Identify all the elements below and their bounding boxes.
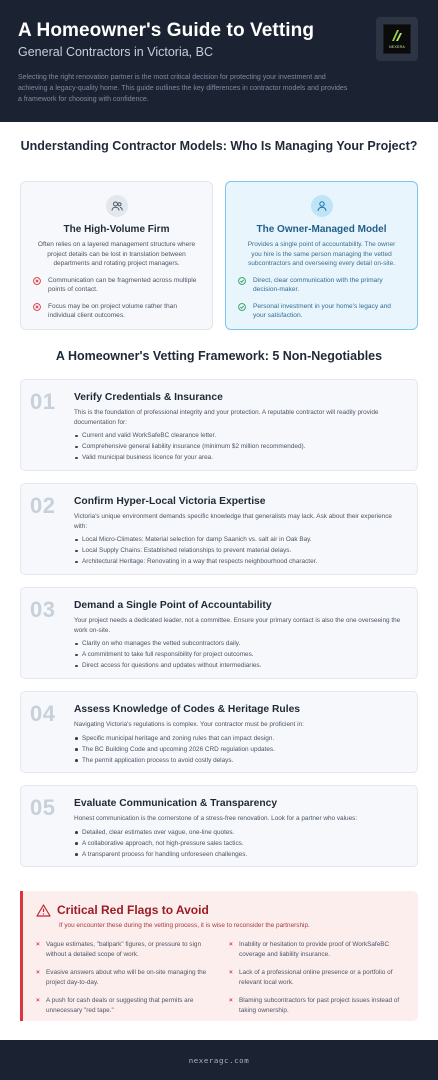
x-mark-icon: × [229,997,233,1004]
owner-managed-model-description: Provides a single point of accountability. The owner you hire is the same person managing the vetted subcontractors and overseeing every detail on-site. [247,241,396,267]
company-logo[interactable] [376,17,418,61]
red-flags-title: Critical Red Flags to Avoid [57,903,209,917]
step-intro: This is the foundation of professional integrity and your protection. A reputable contractor will readily provide documentation for: [74,409,379,426]
high-volume-firm-description: Often relies on a layered management structure where project details can be lost in translation between departments and rotating project managers. [37,241,196,267]
list-item: Comprehensive general liability insurance (minimum $2 million recommended). [74,442,403,452]
step-number: 05 [30,795,56,820]
step-number: 04 [30,701,56,726]
step-title: Verify Credentials & Insurance [74,392,223,403]
logo-badge [383,24,411,54]
list-item [36,968,213,987]
owner-managed-model-card [225,181,418,330]
list-item [229,968,406,987]
list-item [36,996,213,1015]
list-item: Local Micro-Climates: Material selection for damp Saanich vs. salt air in Oak Bay. [74,535,403,545]
logo-text: NEXERA [389,44,405,49]
step-number: 01 [30,389,56,414]
framework-step-3 [20,587,418,679]
step-title: Confirm Hyper-Local Victoria Expertise [74,496,266,507]
header-description: Selecting the right renovation partner is the most critical decision for protecting your investment and achieving a legacy-quality home. This guide outlines the key differences in contractor models and provides a framework for choosing with confidence. [18,74,348,103]
step-intro: Honest communication is the cornerstone of a stress-free renovation. Look for a partner who values: [74,815,358,822]
x-mark-icon: × [229,969,233,976]
list-item: Detailed, clear estimates over vague, one-line quotes. [74,828,403,838]
list-item [238,302,405,321]
list-item [33,302,200,321]
point-text: Focus may be on project volume rather than individual client outcomes. [48,302,178,319]
flag-text: Inability or hesitation to provide proof of WorkSafeBC coverage and liability insurance. [239,941,390,958]
list-item: The BC Building Code and upcoming 2026 CRD regulation updates. [74,745,403,755]
check-circle-icon [238,277,246,285]
x-circle-icon [33,277,41,285]
list-item [36,940,213,959]
flag-text: Vague estimates, "ballpark" figures, or pressure to sign without a detailed scope of work. [46,941,202,958]
list-item: Architectural Heritage: Renovating in a way that respects neighbourhood character. [74,557,403,567]
list-item: Local Supply Chains: Established relationships to prevent material delays. [74,546,403,556]
list-item: Clarity on who manages the vetted subcontractors daily. [74,639,403,649]
header [0,0,438,122]
list-item: Direct access for questions and updates without intermediaries. [74,661,403,671]
footer-domain-link[interactable]: nexeragc.com [188,1055,250,1065]
framework-step-1 [20,379,418,471]
list-item [33,276,200,295]
step-intro: Navigating Victoria's regulations is complex. Your contractor must be proficient in: [74,721,304,728]
step-title: Demand a Single Point of Accountability [74,600,272,611]
list-item [238,276,405,295]
warning-triangle-icon [36,904,51,917]
list-item: Valid municipal business licence for your area. [74,453,403,463]
framework-section-title: A Homeowner's Vetting Framework: 5 Non-Negotiables [55,349,383,363]
user-icon [311,195,333,217]
logo-mark-icon [390,29,404,44]
framework-step-5 [20,785,418,867]
models-section-title: Understanding Contractor Models: Who Is Managing Your Project? [20,139,418,153]
x-mark-icon: × [36,997,40,1004]
red-flags-panel [20,891,418,1021]
high-volume-firm-card [20,181,213,330]
step-number: 02 [30,493,56,518]
x-mark-icon: × [36,941,40,948]
step-title: Evaluate Communication & Transparency [74,798,278,809]
flag-text: Lack of a professional online presence or a portfolio of relevant local work. [239,969,393,986]
list-item: A commitment to take full responsibility for project outcomes. [74,650,403,660]
x-circle-icon [33,303,41,311]
framework-step-4 [20,691,418,773]
red-flags-subtitle: If you encounter these during the vetting process, it is wise to reconsider the partnership. [59,922,310,929]
list-item: Specific municipal heritage and zoning rules that can impact design. [74,734,403,744]
step-title: Assess Knowledge of Codes & Heritage Rules [74,704,301,715]
x-mark-icon: × [36,969,40,976]
list-item: Current and valid WorkSafeBC clearance letter. [74,431,403,441]
page-title: A Homeowner's Guide to Vetting [18,20,315,41]
flag-text: Blaming subcontractors for past project issues instead of taking ownership. [239,997,400,1014]
list-item: A collaborative approach, not high-pressure sales tactics. [74,839,403,849]
list-item: A transparent process for handling unforeseen challenges. [74,850,403,860]
page-subtitle: General Contractors in Victoria, BC [18,45,213,59]
step-intro: Victoria's unique environment demands specific knowledge that generalists may lack. Ask about their experience with: [74,513,392,530]
x-mark-icon: × [229,941,233,948]
flag-text: Evasive answers about who will be on-site managing the project day-to-day. [46,969,207,986]
list-item [229,996,406,1015]
list-item: The permit application process to avoid costly delays. [74,756,403,766]
check-circle-icon [238,303,246,311]
footer [0,1040,438,1080]
point-text: Personal investment in your home's legacy and your satisfaction. [253,302,391,319]
flag-text: A push for cash deals or suggesting that permits are unnecessary "red tape." [46,997,194,1014]
step-number: 03 [30,597,56,622]
owner-managed-model-name: The Owner-Managed Model [256,224,387,235]
framework-step-2 [20,483,418,575]
users-icon [106,195,128,217]
point-text: Communication can be fragmented across multiple points of contact. [48,276,197,293]
high-volume-firm-name: The High-Volume Firm [63,224,170,235]
step-intro: Your project needs a dedicated leader, not a committee. Ensure your primary contact is also the one overseeing the work on-site. [74,617,401,634]
point-text: Direct, clear communication with the primary decision-maker. [253,276,383,293]
list-item [229,940,406,959]
